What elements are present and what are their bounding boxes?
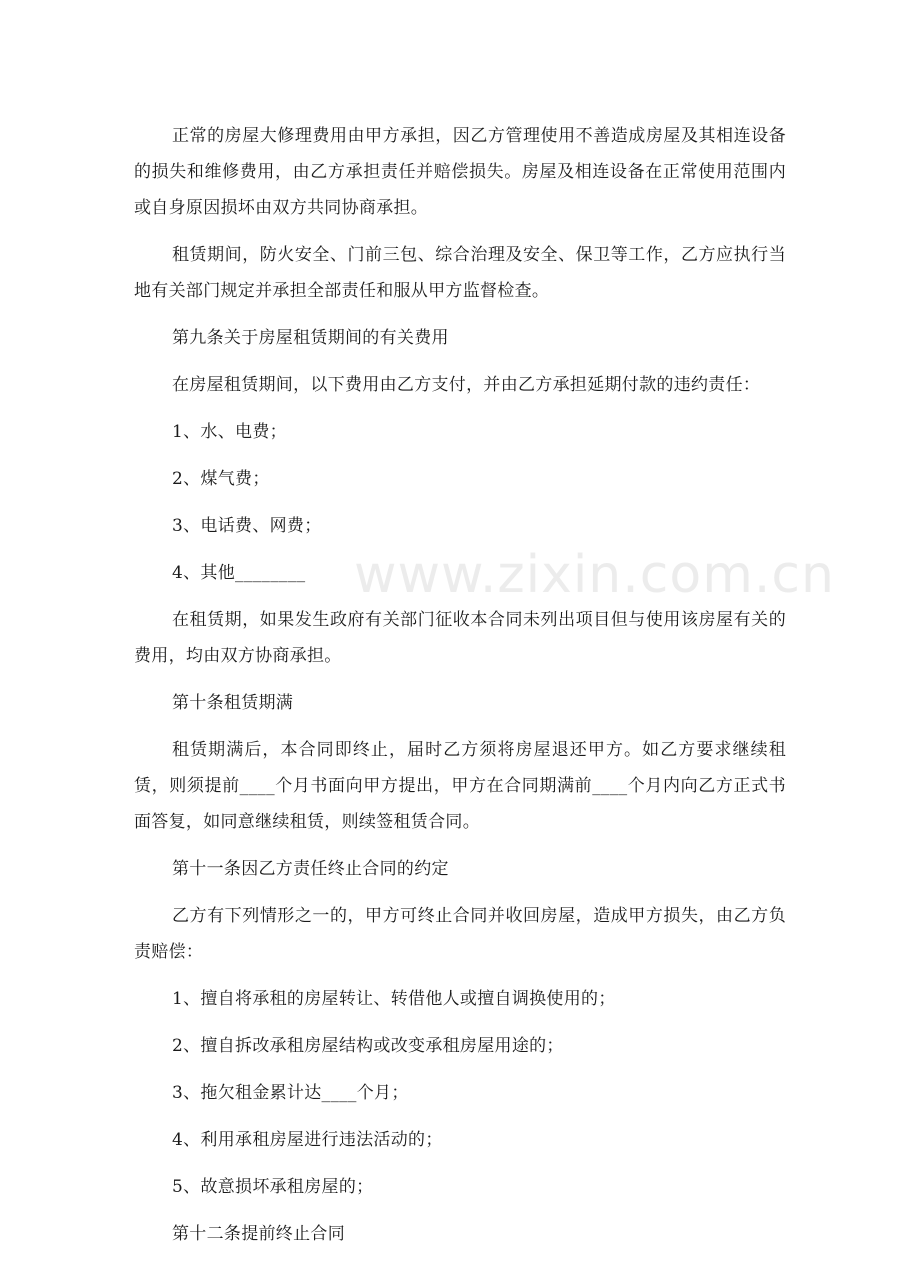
list-item-water-electricity: 1、水、电费； bbox=[172, 422, 287, 442]
list-item-damage: 5、故意损坏承租房屋的； bbox=[172, 1177, 374, 1197]
paragraph-safety-duties: 租赁期间，防火安全、门前三包、综合治理及安全、保卫等工作，乙方应执行当地有关部门规定并承担全部责任和服从甲方监督检查。 bbox=[134, 245, 786, 301]
list-item-phone-internet: 3、电话费、网费； bbox=[172, 516, 322, 536]
article-11-heading: 第十一条因乙方责任终止合同的约定 bbox=[172, 859, 449, 879]
list-item-alteration: 2、擅自拆改承租房屋结构或改变承租房屋用途的； bbox=[172, 1036, 564, 1056]
paragraph-government-fees: 在租赁期，如果发生政府有关部门征收本合同未列出项目但与使用该房屋有关的费用，均由双方协商承担。 bbox=[134, 610, 786, 666]
list-item-illegal-activity: 4、利用承租房屋进行违法活动的； bbox=[172, 1130, 443, 1150]
list-item-other: 4、其他________ bbox=[172, 563, 306, 583]
list-item-sublet: 1、擅自将承租的房屋转让、转借他人或擅自调换使用的； bbox=[172, 989, 616, 1009]
list-item-rent-arrears: 3、拖欠租金累计达____个月； bbox=[172, 1083, 409, 1103]
list-item-gas: 2、煤气费； bbox=[172, 469, 270, 489]
paragraph-termination-intro: 乙方有下列情形之一的，甲方可终止合同并收回房屋，造成甲方损失，由乙方负责赔偿： bbox=[134, 906, 786, 962]
article-9-heading: 第九条关于房屋租赁期间的有关费用 bbox=[172, 328, 449, 348]
paragraph-fees-intro: 在房屋租赁期间，以下费用由乙方支付，并由乙方承担延期付款的违约责任： bbox=[172, 375, 761, 395]
document-body bbox=[134, 118, 786, 1263]
article-10-heading: 第十条租赁期满 bbox=[172, 693, 294, 713]
watermark: www.zixin.com.cn bbox=[354, 545, 835, 605]
paragraph-lease-expiry: 租赁期满后，本合同即终止，届时乙方须将房屋退还甲方。如乙方要求继续租赁，则须提前____个月书面向甲方提出，甲方在合同期满前____个月内向乙方正式书面答复，如同意继续租赁，则续签租赁合同。 bbox=[134, 740, 786, 832]
paragraph-repair-costs: 正常的房屋大修理费用由甲方承担，因乙方管理使用不善造成房屋及其相连设备的损失和维修费用，由乙方承担责任并赔偿损失。房屋及相连设备在正常使用范围内或自身原因损坏由双方共同协商承担。 bbox=[134, 126, 786, 218]
article-12-heading: 第十二条提前终止合同 bbox=[172, 1224, 345, 1244]
